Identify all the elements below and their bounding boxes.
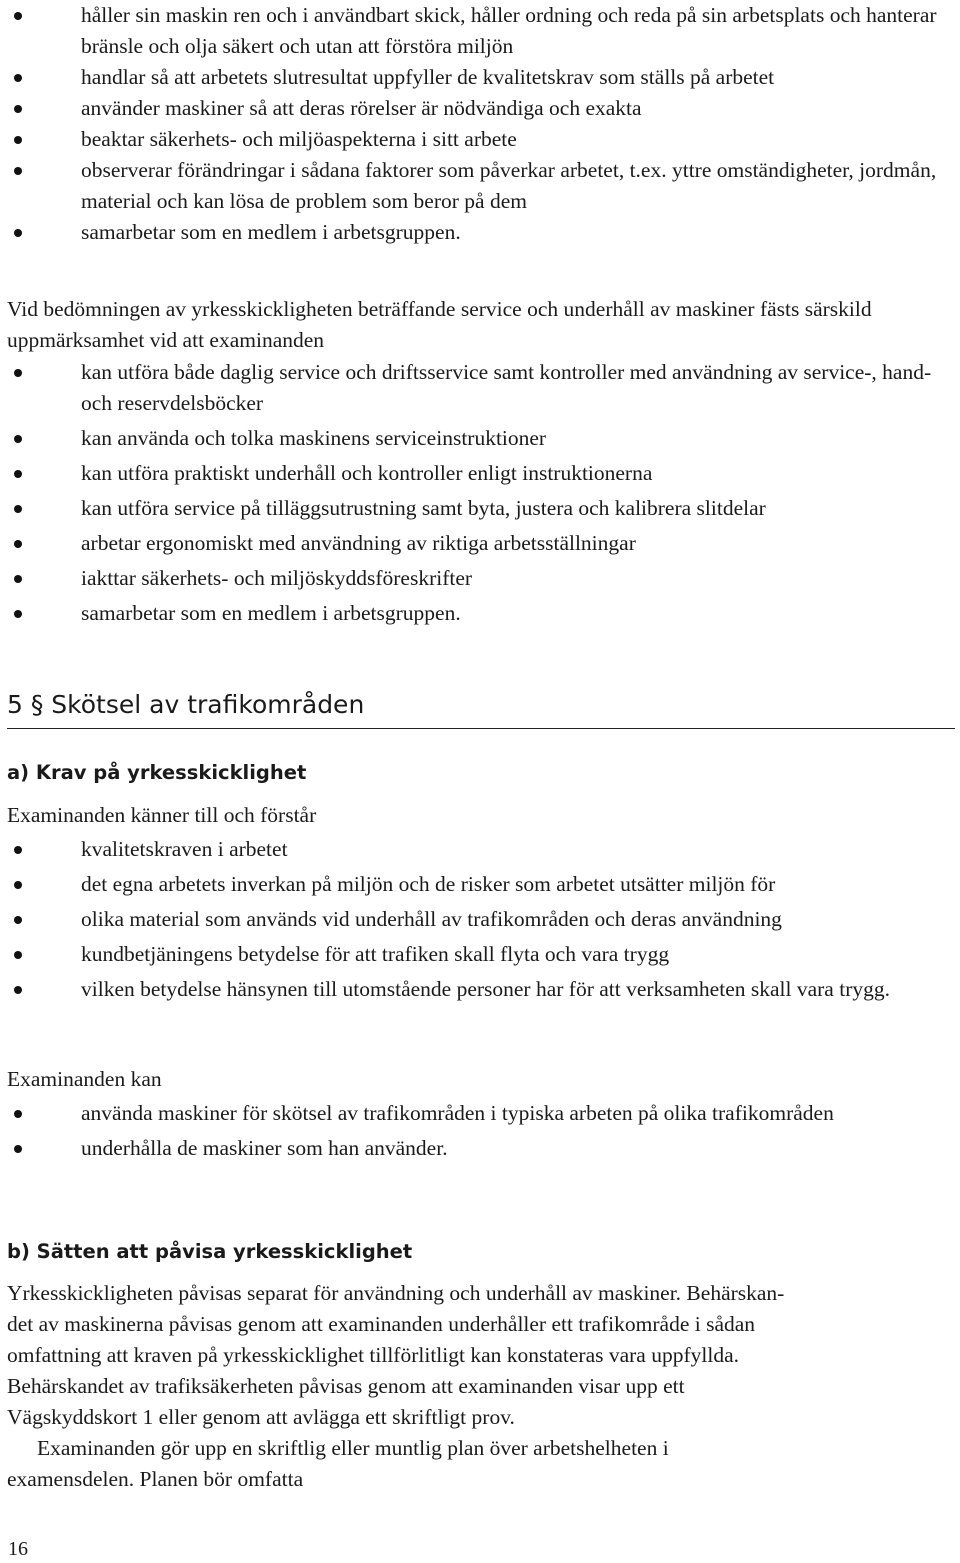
- list-item: kan använda och tolka maskinens serviceinstruktioner: [0, 423, 958, 454]
- list-item: håller sin maskin ren och i användbart skick, håller ordning och reda på sin arbetsplats och hanterar bränsle och olja säkert och utan att förstöra miljön: [0, 0, 950, 62]
- list-item: kan utföra service på tilläggsutrustning samt byta, justera och kalibrera slitdelar: [0, 493, 958, 524]
- page-number: 16: [8, 1538, 28, 1560]
- list-item: vilken betydelse hänsynen till utomstående personer har för att verksamheten skall vara trygg.: [0, 974, 958, 1005]
- subheading-b: b) Sätten att påvisa yrkesskicklighet: [7, 1240, 413, 1263]
- paragraph-line: Vägskyddskort 1 eller genom att avlägga ett skriftligt prov.: [7, 1405, 515, 1429]
- top-section: [0, 0, 950, 248]
- list-item: olika material som används vid underhåll av trafikområden och deras användning: [0, 904, 958, 935]
- service-intro: Vid bedömningen av yrkesskickligheten beträffande service och underhåll av maskiner fästs särskild uppmärksamhet vid att examinanden: [7, 297, 872, 352]
- paragraph-line: examensdelen. Planen bör omfatta: [7, 1467, 304, 1491]
- can-intro: Examinanden kan: [7, 1067, 162, 1091]
- subheading-a: a) Krav på yrkesskicklighet: [7, 761, 307, 784]
- list-item: observerar förändringar i sådana faktorer som påverkar arbetet, t.ex. yttre omständigheter, jordmån, material och kan lösa de problem som beror på dem: [0, 155, 950, 217]
- list-item: underhålla de maskiner som han använder.: [0, 1133, 958, 1164]
- list-item: det egna arbetets inverkan på miljön och de risker som arbetet utsätter miljön för: [0, 869, 958, 900]
- method-paragraph: [7, 1278, 957, 1495]
- list-item: använder maskiner så att deras rörelser är nödvändiga och exakta: [0, 93, 950, 124]
- top-bullet-list: [0, 0, 950, 248]
- paragraph-line: Behärskandet av trafiksäkerheten påvisas genom att examinanden visar upp ett: [7, 1374, 685, 1398]
- list-item: använda maskiner för skötsel av trafikområden i typiska arbeten på olika trafikområden: [0, 1098, 958, 1129]
- knows-bullet-list: [0, 834, 958, 1005]
- list-item: kvalitetskraven i arbetet: [0, 834, 958, 865]
- service-bullet-list: [0, 357, 958, 629]
- list-item: handlar så att arbetets slutresultat uppfyller de kvalitetskrav som ställs på arbetet: [0, 62, 950, 93]
- list-item: arbetar ergonomiskt med användning av riktiga arbetsställningar: [0, 528, 958, 559]
- list-item: kan utföra praktiskt underhåll och kontroller enligt instruktionerna: [0, 458, 958, 489]
- list-item: kundbetjäningens betydelse för att trafiken skall flyta och vara trygg: [0, 939, 958, 970]
- list-item: samarbetar som en medlem i arbetsgruppen.: [0, 598, 958, 629]
- list-item: kan utföra både daglig service och driftsservice samt kontroller med användning av service-, hand- och reservdelsböcker: [0, 357, 958, 419]
- knows-list-wrap: [0, 834, 958, 1005]
- paragraph-line: det av maskinerna påvisas genom att examinanden underhåller ett trafikområde i sådan: [7, 1312, 756, 1336]
- service-section: [7, 294, 952, 356]
- service-list-wrap: [0, 357, 958, 629]
- list-item: samarbetar som en medlem i arbetsgruppen.: [0, 217, 950, 248]
- can-list-wrap: [0, 1098, 958, 1164]
- can-bullet-list: [0, 1098, 958, 1164]
- knows-intro: Examinanden känner till och förstår: [7, 803, 317, 827]
- paragraph-line: omfattning att kraven på yrkesskicklighet tillförlitligt kan konstateras vara uppfyllda.: [7, 1343, 739, 1367]
- paragraph-line: Examinanden gör upp en skriftlig eller muntlig plan över arbetshelheten i: [37, 1436, 669, 1460]
- paragraph-line: Yrkesskickligheten påvisas separat för användning och underhåll av maskiner. Behärskan-: [7, 1281, 785, 1305]
- section-heading: 5 § Skötsel av trafikområden: [7, 688, 955, 729]
- list-item: iakttar säkerhets- och miljöskyddsföreskrifter: [0, 563, 958, 594]
- list-item: beaktar säkerhets- och miljöaspekterna i sitt arbete: [0, 124, 950, 155]
